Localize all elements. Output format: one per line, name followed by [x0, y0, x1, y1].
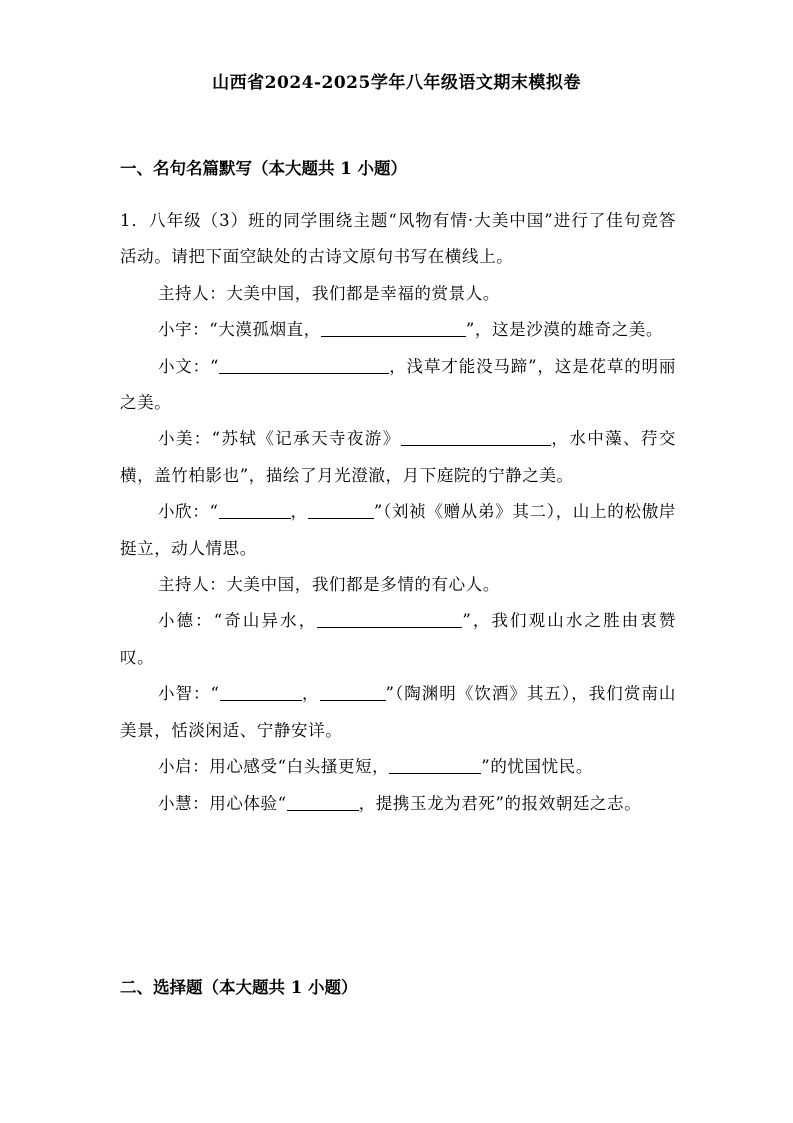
answer-blank[interactable]: [389, 757, 481, 775]
answer-blank[interactable]: [321, 320, 466, 338]
page-title: 山西省2024-2025学年八年级语文期末模拟卷: [212, 73, 581, 93]
answer-blank[interactable]: [219, 356, 389, 374]
answer-blank[interactable]: [220, 684, 302, 702]
line-xiaozhi: 小智：“ ， ”（陶渊明《饮酒》其五），我们赏南山美景，恬淡闲适、宁静安详。: [120, 684, 676, 740]
answer-blank[interactable]: [320, 684, 386, 702]
line-host-2: 主持人：大美中国，我们都是多情的有心人。: [157, 575, 500, 595]
line-xiaoxin: 小欣：“ ， ”（刘祯《赠从弟》其二），山上的松傲岸挺立，动人情思。: [120, 502, 676, 558]
section-heading-1: 一、名句名篇默写（本大题共 1 小题）: [120, 159, 407, 178]
line-xiaohui: 小慧：用心体验“ ，提携玉龙为君死”的报效朝廷之志。: [157, 793, 642, 813]
line-xiaoyu: 小宇：“大漠孤烟直， ”，这是沙漠的雄奇之美。: [157, 320, 664, 340]
question-stem-text: 八年级（3）班的同学围绕主题“风物有情·大美中国”进行了佳句竞答活动。请把下面空缺处的古诗文原句书写在横线上。: [120, 211, 676, 267]
line-host-1: 主持人：大美中国，我们都是幸福的赏景人。: [157, 283, 500, 303]
line-xiaode: 小德：“奇山异水， ”，我们观山水之胜由衷赞叹。: [120, 611, 676, 667]
answer-blank[interactable]: [219, 502, 291, 520]
answer-blank[interactable]: [308, 502, 374, 520]
question-stem: [120, 203, 676, 276]
line-xiaoqi: 小启：用心感受“白头搔更短， ”的忧国忧民。: [157, 757, 593, 777]
question-1: [120, 203, 676, 822]
line-xiaowen: 小文：“ ，浅草才能没马蹄”，这是花草的明丽之美。: [120, 356, 676, 413]
answer-blank[interactable]: [401, 429, 551, 447]
section-heading-2: 二、选择题（本大题共 1 小题）: [120, 978, 358, 997]
answer-blank[interactable]: [317, 611, 462, 629]
answer-blank[interactable]: [287, 793, 359, 811]
line-xiaomei: 小美：“苏轼《记承天寺夜游》 ，水中藻、荇交横，盖竹柏影也”，描绘了月光澄澈，月下庭院的宁静之美。: [120, 429, 676, 485]
question-number: 1．: [120, 211, 150, 230]
